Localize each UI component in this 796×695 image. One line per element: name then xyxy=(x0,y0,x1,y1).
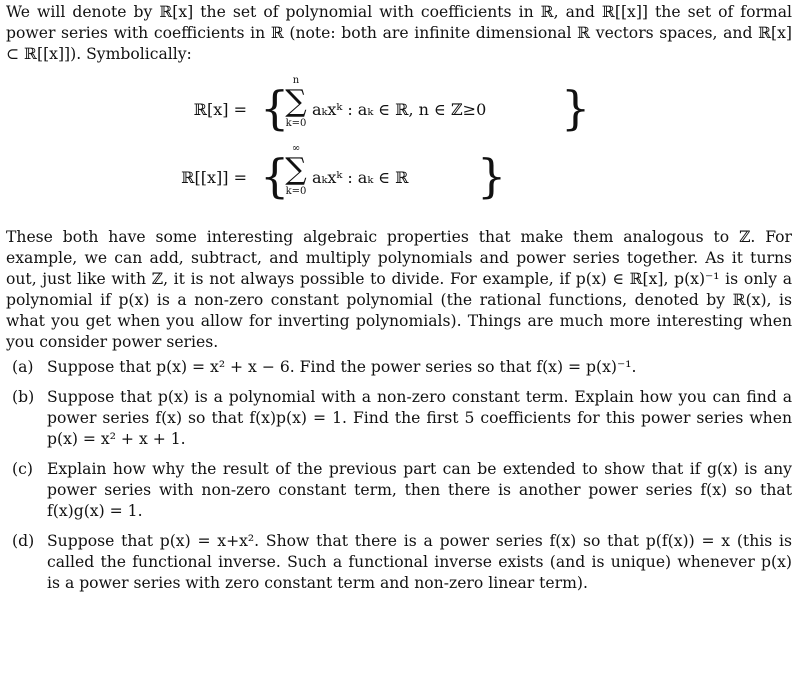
document-page xyxy=(6,0,792,603)
sigma-icon: ∑ xyxy=(285,152,307,187)
polynomial-set-definition xyxy=(6,75,792,141)
polynomial-set-lhs: ℝ[x] = xyxy=(193,100,247,119)
item-label: (a) xyxy=(12,358,34,376)
exercise-item-d xyxy=(6,531,792,594)
open-brace-icon: { xyxy=(260,149,290,203)
item-text: Suppose that p(x) = x² + x − 6. Find the power series so that f(x) = p(x)⁻¹. xyxy=(47,358,637,376)
sigma-icon: ∑ xyxy=(285,84,307,119)
sum-lower-limit: k=0 xyxy=(285,186,307,197)
properties-paragraph: These both have some interesting algebraic properties that make them analogous to ℤ. For example, we can add, subtract, and multiply polynomials and power series together. As it turns out, just like with ℤ, it is not always possible to divide. For example, if p(x) ∈ ℝ[x], p(x)⁻¹ is only a polynomial if p(x) is a non-zero constant polynomial (the rational functions, denoted by ℝ(x), is what you get when you allow for inverting polynomials). Things are much more interesting when you consider power series. xyxy=(6,228,792,351)
summation xyxy=(283,143,309,197)
item-label: (d) xyxy=(12,532,35,550)
item-text: Suppose that p(x) = x+x². Show that there is a power series f(x) so that p(f(x)) = x (this is called the functional inverse. Such a functional inverse exists (and is unique) whenever p(x) is a power series with zero constant term and non-zero linear term). xyxy=(47,532,792,592)
exercise-item-c xyxy=(6,459,792,522)
close-brace-icon: } xyxy=(477,149,507,203)
exercise-item-b xyxy=(6,387,792,450)
power-series-set-lhs: ℝ[[x]] = xyxy=(181,168,247,187)
sum-lower-limit: k=0 xyxy=(285,118,307,129)
polynomial-set-body: aₖxᵏ : aₖ ∈ ℝ, n ∈ ℤ≥0 xyxy=(312,100,487,119)
item-label: (c) xyxy=(12,460,33,478)
item-text: Suppose that p(x) is a polynomial with a non-zero constant term. Explain how you can find a power series f(x) so that f(x)p(x) = 1. Find the first 5 coefficients for this power series when p(x) = x² + x + 1. xyxy=(47,388,792,448)
exercise-list xyxy=(6,357,792,594)
item-label: (b) xyxy=(12,388,35,406)
summation xyxy=(283,75,309,129)
power-series-set-body: aₖxᵏ : aₖ ∈ ℝ xyxy=(312,168,409,187)
sum-upper-limit: n xyxy=(292,75,300,86)
close-brace-icon: } xyxy=(561,81,591,135)
exercise-item-a xyxy=(6,357,792,378)
item-text: Explain how why the result of the previous part can be extended to show that if g(x) is any power series with non-zero constant term, then there is another power series f(x) so that f(x)g(x) = 1. xyxy=(47,460,792,520)
open-brace-icon: { xyxy=(260,81,290,135)
sum-upper-limit: ∞ xyxy=(291,143,301,154)
intro-paragraph: We will denote by ℝ[x] the set of polynomial with coefficients in ℝ, and ℝ[[x]] the set of formal power series with coefficients in ℝ (note: both are infinite dimensional ℝ vectors spaces, and ℝ[x] ⊂ ℝ[[x]]). Symbolically: xyxy=(6,3,792,63)
power-series-set-definition xyxy=(6,143,792,209)
set-definitions xyxy=(6,71,792,221)
